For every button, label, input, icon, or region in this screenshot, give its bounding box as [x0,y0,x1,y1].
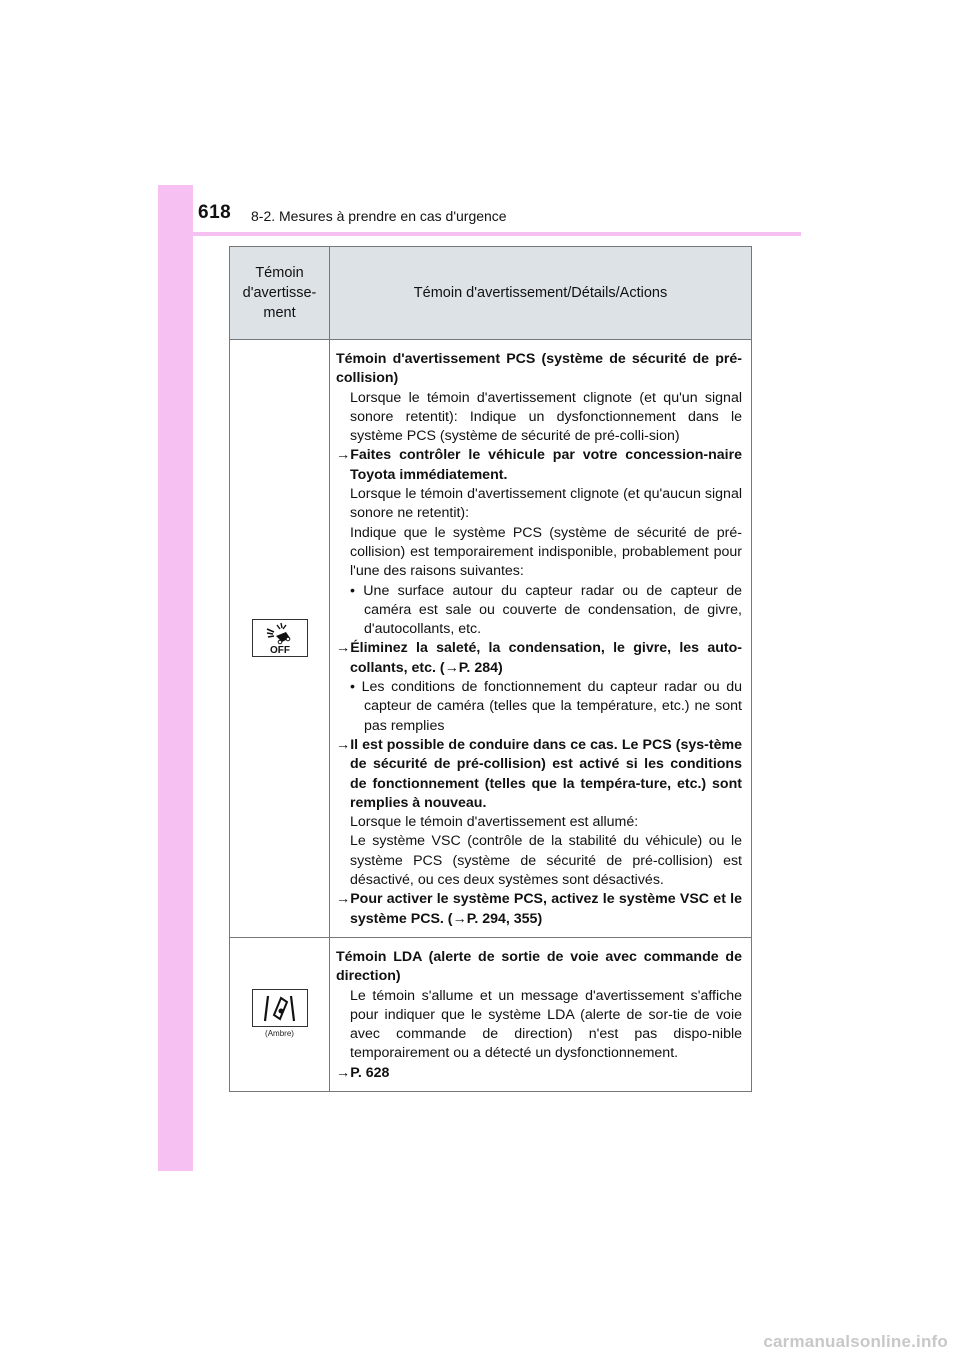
text-line: Le système VSC (contrôle de la stabilité du véhicule) ou le système PCS (système de sécurité de pré-collision) est désactivé, ou ces deux systèmes sont désactivés. [350,833,742,889]
side-tab-strip [158,185,193,1171]
text-line: Indique que le système PCS (système de sécurité de pré-collision) est temporairement indisponible, probablement pour l'une des raisons suivantes: [350,524,742,580]
action-line: →Éliminez la saleté, la condensation, le givre, les auto-collants, etc. (→P. 284) [336,640,742,676]
text-line: Le témoin s'allume et un message d'avertissement s'affiche pour indiquer que le système LDA (alerte de sor-tie de voie avec commande de direction) n'est pas dispo-nible temporairement ou a détecté un dysfonctionnement. [350,987,742,1062]
column-header-indicator: Témoin d'avertisse-ment [230,247,330,340]
pcs-off-warning-icon [252,619,308,657]
svg-text:OFF: OFF [269,645,290,657]
text-line: Lorsque le témoin d'avertissement clignote (et qu'aucun signal sonore ne retentit): [350,486,742,522]
lda-warning-icon [252,989,308,1027]
text-line: Lorsque le témoin d'avertissement clignote (et qu'un signal sonore retentit): Indique un dysfonctionnement dans le système PCS (système de sécurité de pré-colli-sion) [350,389,742,445]
icon-cell [230,340,330,938]
details-cell [330,340,752,938]
details-cell [330,937,752,1091]
section-title: 8-2. Mesures à prendre en cas d'urgence [251,208,507,224]
text-line: Lorsque le témoin d'avertissement est allumé: [350,814,639,831]
entry-title: Témoin LDA (alerte de sortie de voie avec commande de direction) [336,948,742,985]
entry-title: Témoin d'avertissement PCS (système de sécurité de pré-collision) [336,351,742,387]
table-row [230,340,752,938]
watermark: carmanualsonline.info [763,1332,948,1351]
action-line: →Pour activer le système PCS, activez le système VSC et le système PCS. (→P. 294, 355) [336,891,742,927]
table-header-row [230,247,752,340]
header-rule [158,232,801,236]
icon-cell [230,937,330,1091]
action-line: →Il est possible de conduire dans ce cas. Le PCS (sys-tème de sécurité de pré-collision) est activé si les conditions de fonctionnement (telles que la tempéra-ture, etc.) sont remplies à nouveau. [336,736,742,811]
page-number: 618 [198,202,232,223]
column-header-details: Témoin d'avertissement/Détails/Actions [330,247,752,340]
page-reference-link[interactable]: →P. 628 [336,1064,390,1081]
icon-caption: (Ambre) [265,1029,294,1039]
bullet-line: • Une surface autour du capteur radar ou de capteur de caméra est sale ou couverte de condensation, de givre, d'autocollants, etc. [350,582,742,638]
bullet-line: • Les conditions de fonctionnement du capteur radar ou du capteur de caméra (telles que la température, etc.) ne sont pas remplies [350,679,742,734]
table-row [230,937,752,1091]
action-line: →Faites contrôler le véhicule par votre concession-naire Toyota immédiatement. [336,447,742,483]
warning-table [229,246,752,1092]
